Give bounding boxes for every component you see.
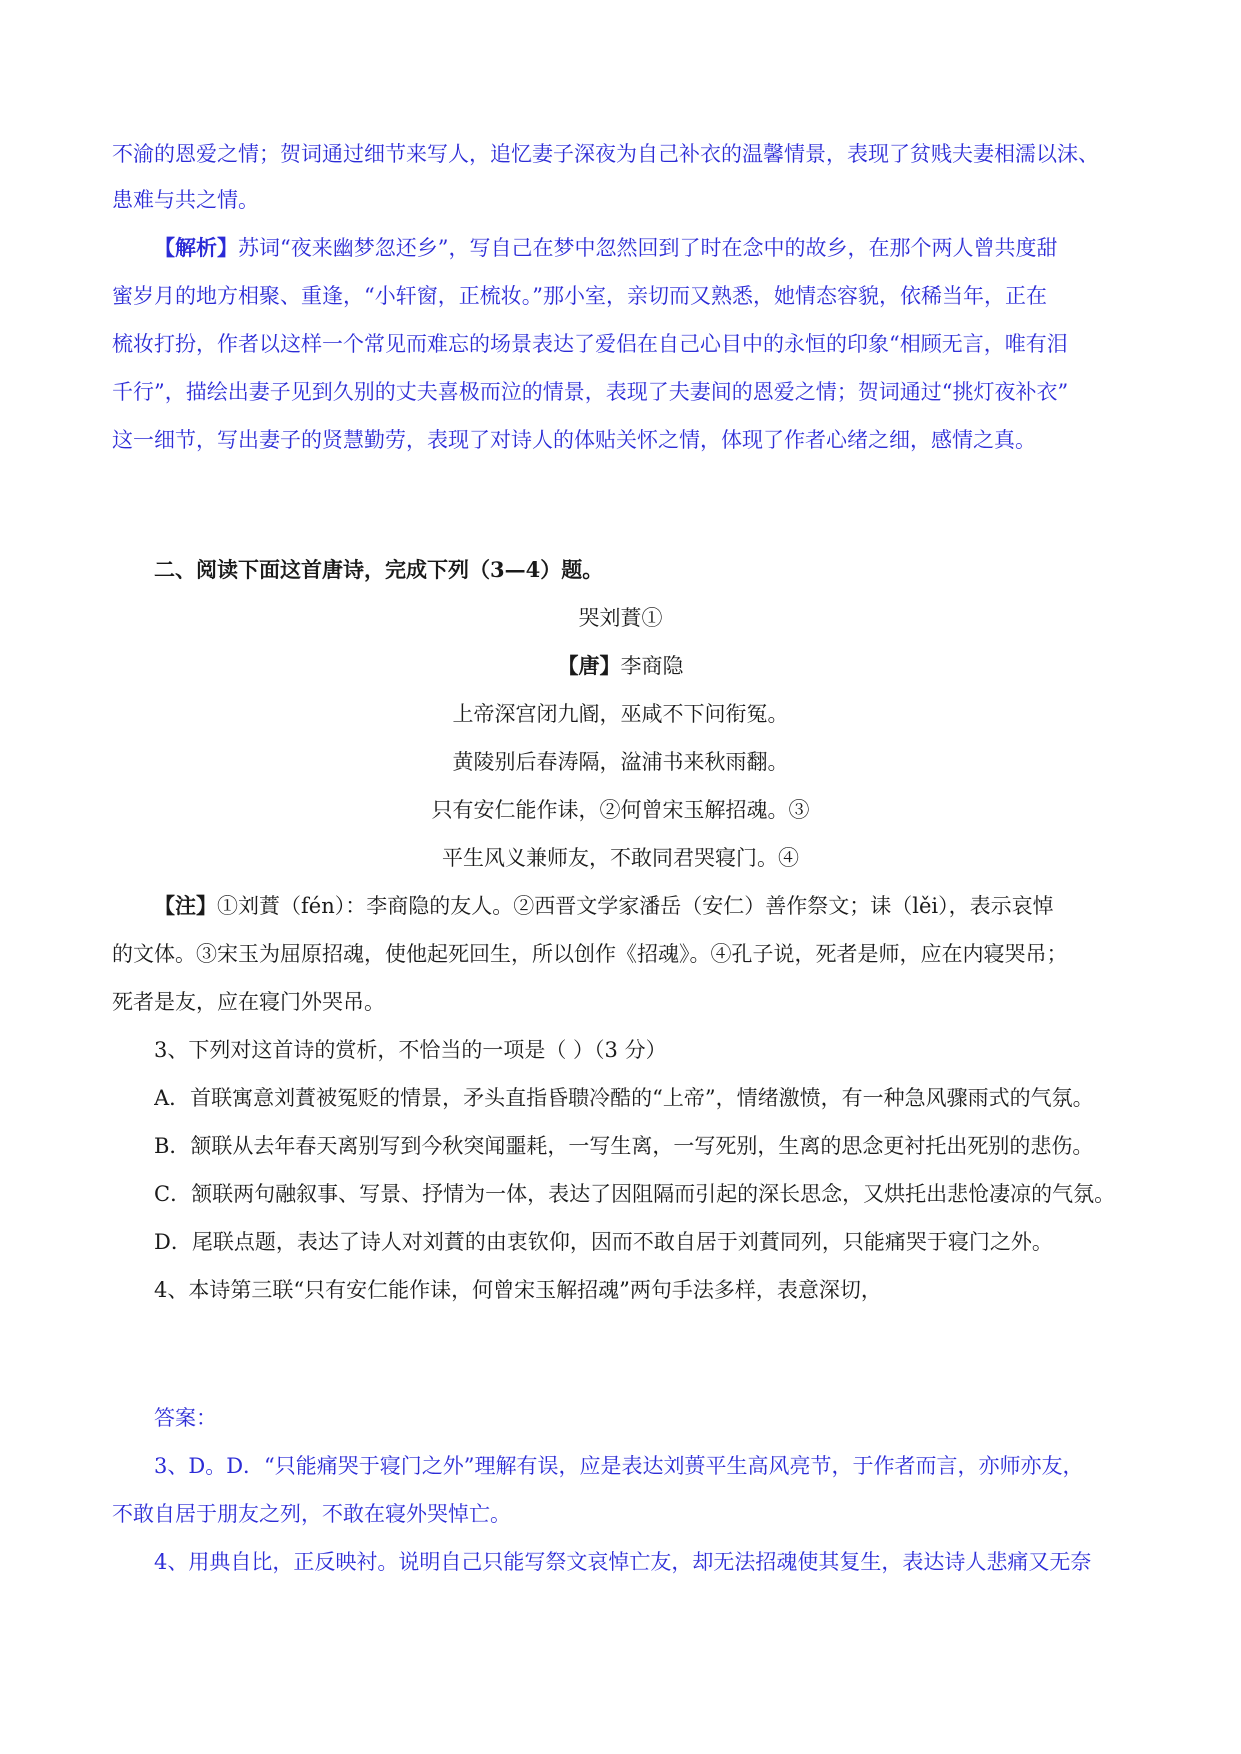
analysis-label: 【解析】 bbox=[154, 235, 238, 260]
note-line-2: 的文体。③宋玉为屈原招魂，使他起死回生，所以创作《招魂》。④孔子说，死者是师，应在内寝哭吊； bbox=[112, 942, 1068, 966]
analysis-line-4: 千行”，描绘出妻子见到久别的丈夫喜极而泣的情景，表现了夫妻间的恩爱之情；贺词通过“挑灯夜补衣” bbox=[112, 380, 1069, 404]
poem-author-line bbox=[112, 652, 1129, 680]
analysis-line-2: 蜜岁月的地方相聚、重逢，“小轩窗，正梳妆。”那小室，亲切而又熟悉，她情态容貌，依稀当年，正在 bbox=[112, 284, 1047, 308]
analysis-prev-line-2: 患难与共之情。 bbox=[112, 188, 259, 212]
poem-line-1: 上帝深宫闭九阍，巫咸不下问衔冤。 bbox=[452, 702, 789, 726]
question-3-stem: 3、下列对这首诗的赏析，不恰当的一项是（ ）（3 分） bbox=[154, 1038, 667, 1062]
analysis-line-5: 这一细节，写出妻子的贤慧勤劳，表现了对诗人的体贴关怀之情，体现了作者心绪之细，感情之真。 bbox=[112, 428, 1036, 452]
question-3-option-c: C．颔联两句融叙事、写景、抒情为一体，表达了因阻隔而引起的深长思念，又烘托出悲怆凄凉的气氛。 bbox=[154, 1182, 1116, 1206]
note-label: 【注】 bbox=[154, 893, 217, 918]
poem-line-4: 平生风义兼师友，不敢同君哭寝门。④ bbox=[442, 846, 799, 870]
answers-label: 答案： bbox=[154, 1406, 217, 1430]
analysis-prev-line-1: 不渝的恩爱之情；贺词通过细节来写人，追忆妻子深夜为自己补衣的温馨情景，表现了贫贱夫妻相濡以沫、 bbox=[112, 142, 1099, 166]
answer-3-line-1: 3、D。D．“只能痛哭于寝门之外”理解有误，应是表达刘蒉平生高风亮节，于作者而言，亦师亦友， bbox=[154, 1454, 1084, 1478]
analysis-text-1: 苏词“夜来幽梦忽还乡”，写自己在梦中忽然回到了时在念中的故乡，在那个两人曾共度甜 bbox=[238, 236, 1058, 260]
answer-3-line-2: 不敢自居于朋友之列，不敢在寝外哭悼亡。 bbox=[112, 1502, 511, 1526]
analysis-line-3: 梳妆打扮，作者以这样一个常见而难忘的场景表达了爱侣在自己心目中的永恒的印象“相顾无言，唯有泪 bbox=[112, 332, 1068, 356]
poem-line-3: 只有安仁能作诔，②何曾宋玉解招魂。③ bbox=[431, 798, 810, 822]
poem-title: 哭刘蕡① bbox=[578, 606, 663, 630]
note-line-3: 死者是友，应在寝门外哭吊。 bbox=[112, 990, 385, 1014]
question-3-option-a: A．首联寓意刘蕡被冤贬的情景，矛头直指昏聩冷酷的“上帝”，情绪激愤，有一种急风骤雨式的气氛。 bbox=[154, 1086, 1094, 1110]
question-3-option-b: B．颔联从去年春天离别写到今秋突闻噩耗，一写生离，一写死别，生离的思念更衬托出死别的悲伤。 bbox=[154, 1134, 1094, 1158]
analysis-line-1 bbox=[154, 234, 1129, 262]
note-text-1: ①刘蕡（fén）：李商隐的友人。②西晋文学家潘岳（安仁）善作祭文；诔（lěi），表示哀悼 bbox=[217, 894, 1054, 918]
poem-line-2: 黄陵别后春涛隔，湓浦书来秋雨翻。 bbox=[452, 750, 789, 774]
poem-dynasty: 【唐】 bbox=[557, 653, 621, 678]
poem-author: 李商隐 bbox=[620, 654, 684, 678]
question-3-option-d: D．尾联点题，表达了诗人对刘蕡的由衷钦仰，因而不敢自居于刘蕡同列，只能痛哭于寝门之外。 bbox=[154, 1230, 1053, 1254]
section-heading: 二、阅读下面这首唐诗，完成下列（3—4）题。 bbox=[154, 557, 604, 582]
note-line-1 bbox=[154, 892, 1129, 920]
answer-4-line-1: 4、用典自比，正反映衬。说明自己只能写祭文哀悼亡友，却无法招魂使其复生，表达诗人悲痛又无奈 bbox=[154, 1550, 1092, 1574]
question-4-stem: 4、本诗第三联“只有安仁能作诔，何曾宋玉解招魂”两句手法多样，表意深切， bbox=[154, 1278, 882, 1302]
